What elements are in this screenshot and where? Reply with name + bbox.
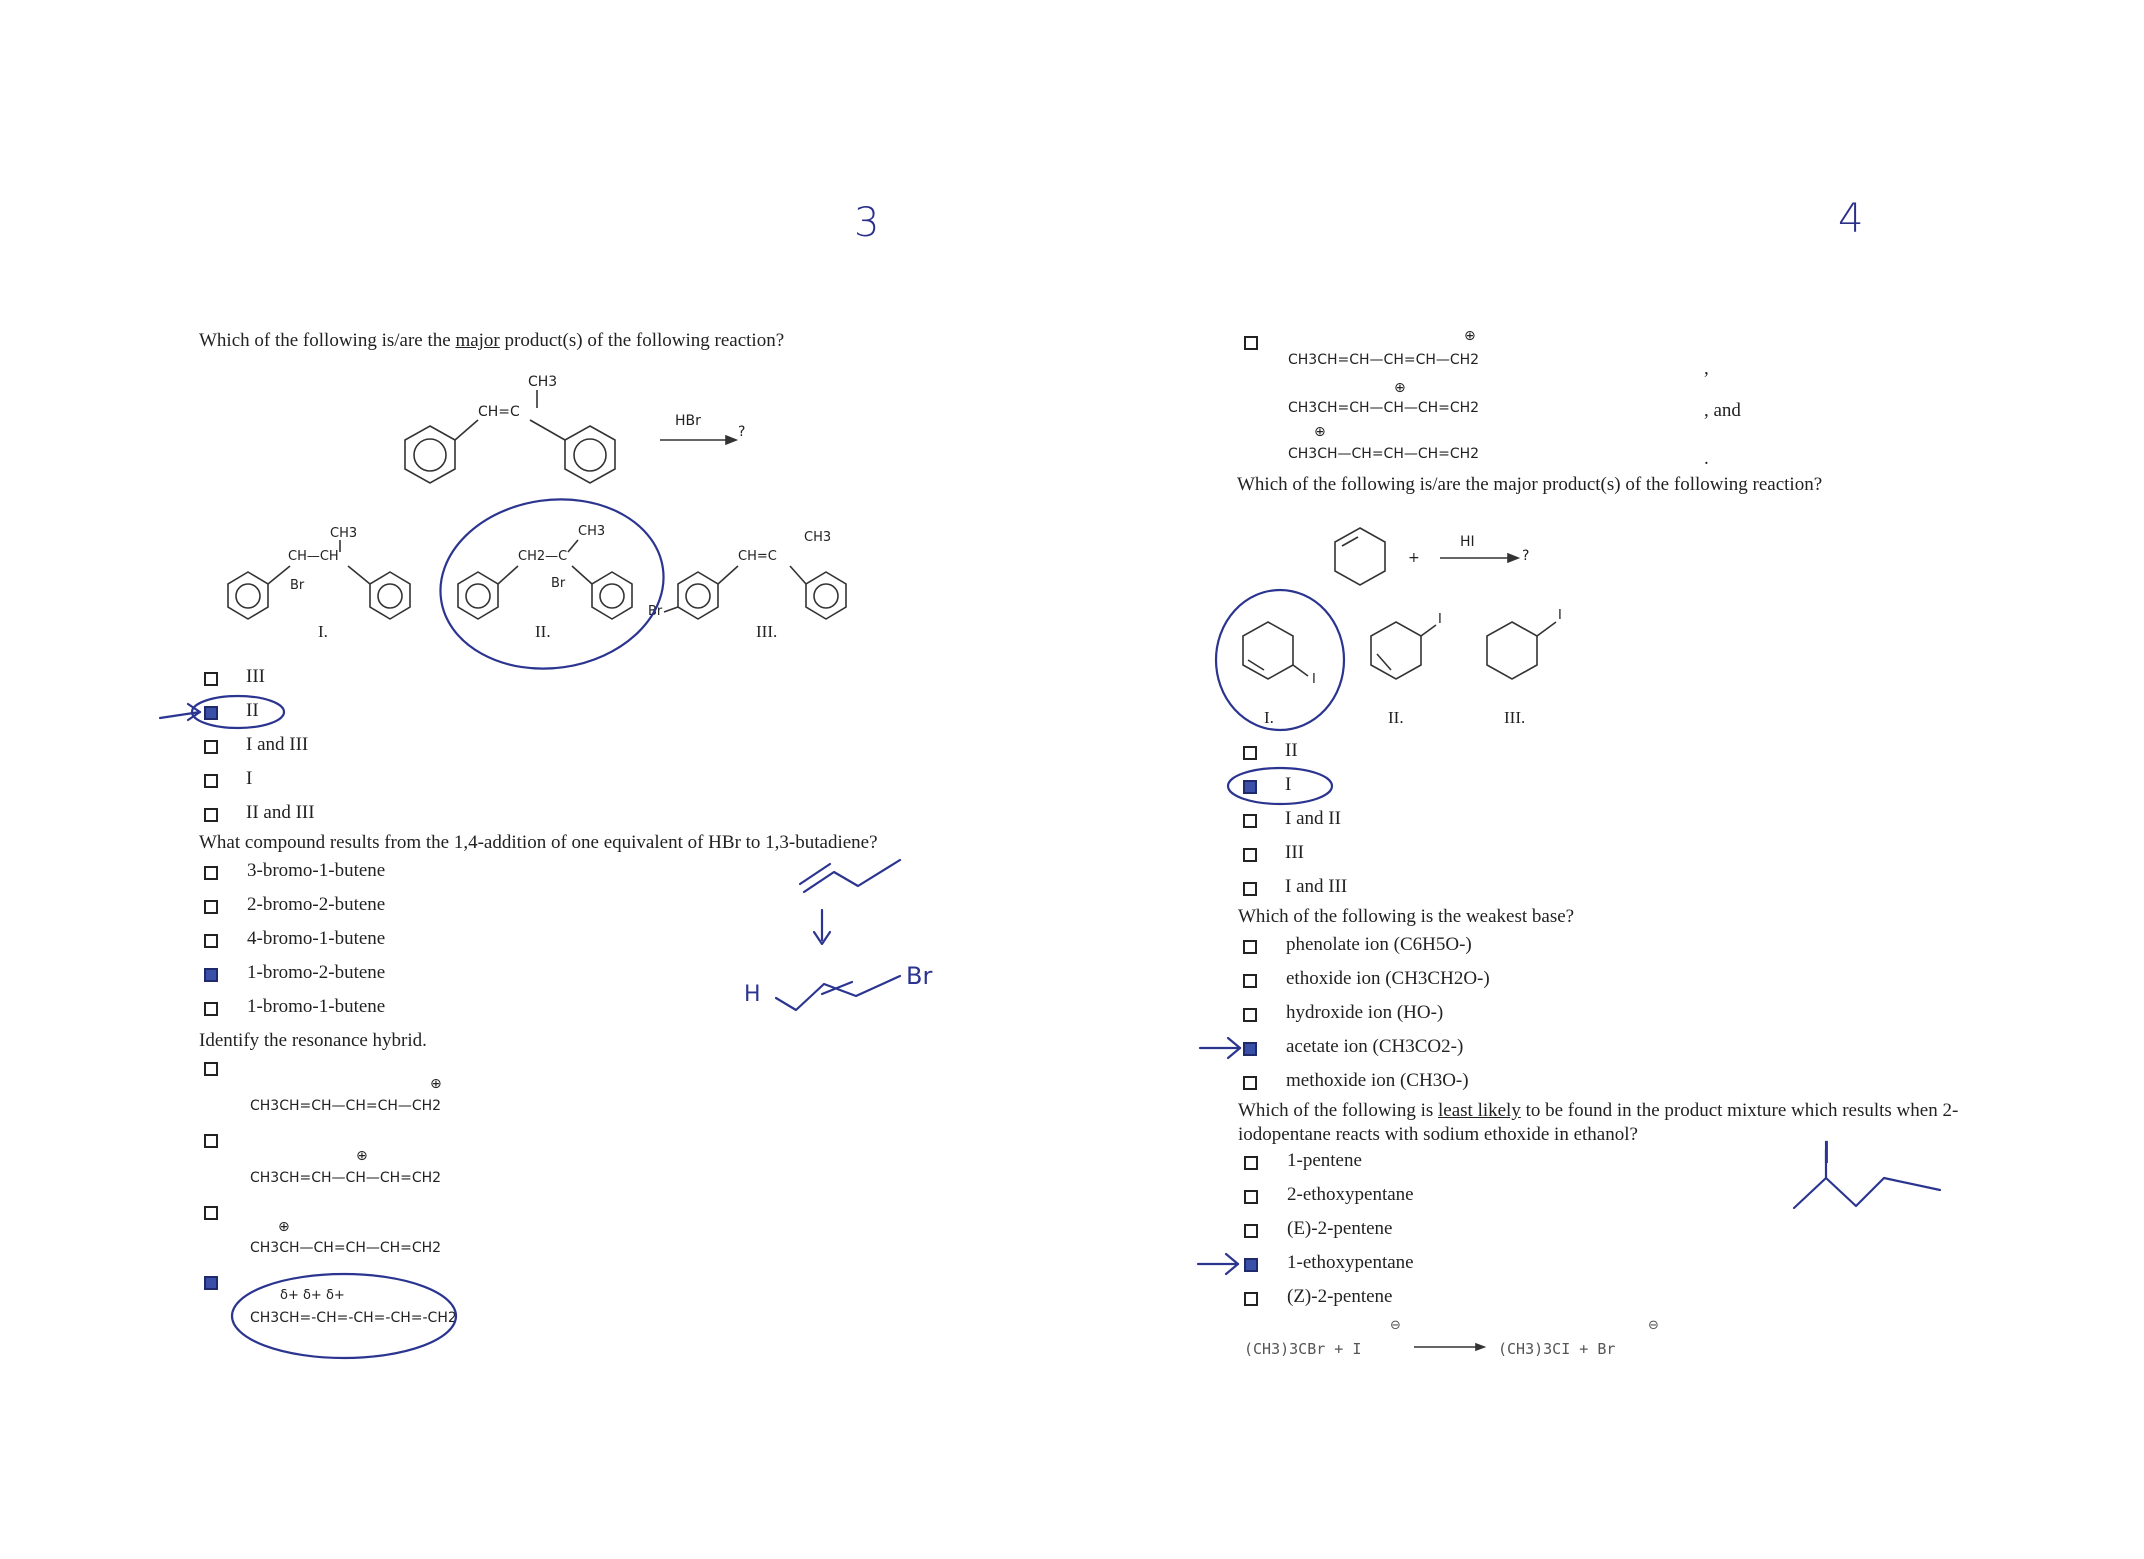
cyclohexene-ring-icon <box>1335 528 1385 585</box>
struct-2-br: Br <box>551 576 566 591</box>
prompt-text-end: to be found in the product mixture which results when 2- <box>1520 1100 1959 1121</box>
iodo-2: I <box>1438 612 1442 627</box>
carryover-comma: , <box>1704 358 1709 379</box>
benzene-ring-icon <box>370 572 410 619</box>
question-3-prompt: Identify the resonance hybrid. <box>199 1030 427 1051</box>
structure-label-2: II. <box>535 622 551 641</box>
q5-option-1: phenolate ion (C6H5O-) <box>1286 934 1472 955</box>
iodo-3: I <box>1558 608 1562 623</box>
q5-option-5: methoxide ion (CH3O-) <box>1286 1070 1469 1091</box>
q2-option-3: 4-bromo-1-butene <box>247 928 386 949</box>
q3-option-3-formula: CH3CH—CH=CH—CH=CH2 <box>250 1240 442 1256</box>
q4-option-4: III <box>1285 842 1304 863</box>
iodo-1: I <box>1312 672 1316 687</box>
struct-1-chain: CH—CH <box>288 549 339 564</box>
q5-option-2: ethoxide ion (CH3CH2O-) <box>1286 968 1490 989</box>
handwritten-iodo: I <box>1822 1136 1831 1171</box>
benzene-ring-icon <box>405 426 455 483</box>
q1-option-3: I and III <box>246 734 309 755</box>
page-number-left: 3 <box>854 200 880 246</box>
benzene-ring-icon <box>678 572 718 619</box>
q7-products: (CH3)3CI + Br <box>1498 1340 1616 1358</box>
carryover-formula-2: CH3CH=CH—CH—CH=CH2 <box>1288 400 1480 416</box>
prompt-underlined: major <box>455 330 500 351</box>
q3-option-4-charges: δ+ δ+ δ+ <box>280 1288 345 1303</box>
q2-option-1: 3-bromo-1-butene <box>247 860 386 881</box>
carryover-period: . <box>1704 448 1709 469</box>
q1-option-5: II and III <box>246 802 315 823</box>
struct-3-br: Br <box>648 604 663 619</box>
carryover-charge-3: ⊕ <box>1314 424 1326 440</box>
prompt-text-end: product(s) of the following reaction? <box>499 330 785 351</box>
benzene-ring-icon <box>592 572 632 619</box>
q3-option-3-charge: ⊕ <box>278 1219 290 1235</box>
question-5-prompt: Which of the following is the weakest base? <box>1238 906 1575 927</box>
q5-option-4: acetate ion (CH3CO2-) <box>1286 1036 1464 1057</box>
q2-option-2: 2-bromo-2-butene <box>247 894 386 915</box>
q2-option-4: 1-bromo-2-butene <box>247 962 386 983</box>
prompt-underlined: least likely <box>1438 1100 1521 1121</box>
struct-3-chain: CH=C <box>738 549 777 564</box>
struct-2-chain: CH2—C <box>518 549 568 564</box>
q5-option-3: hydroxide ion (HO-) <box>1286 1002 1444 1023</box>
reactant-methyl: CH3 <box>528 374 558 390</box>
carryover-and: , and <box>1704 400 1741 421</box>
reagent-hi: HI <box>1460 534 1475 550</box>
reaction-plus: + <box>1408 550 1420 566</box>
q7-reactants: (CH3)3CBr + I <box>1244 1340 1362 1358</box>
reagent-hbr: HBr <box>675 413 701 429</box>
carryover-charge-1: ⊕ <box>1464 328 1476 344</box>
cyclohexene-ring-icon <box>1243 622 1308 679</box>
benzene-ring-icon <box>806 572 846 619</box>
q3-option-1-charge: ⊕ <box>430 1076 442 1092</box>
question-2-prompt: What compound results from the 1,4-addition of one equivalent of HBr to 1,3-butadiene? <box>199 832 878 853</box>
q6-option-1: 1-pentene <box>1287 1150 1362 1171</box>
q4-option-2: I <box>1285 774 1292 795</box>
reaction-question-mark: ? <box>738 424 746 440</box>
q7-charge-1: ⊖ <box>1390 1318 1401 1333</box>
q6-option-4: 1-ethoxypentane <box>1287 1252 1414 1273</box>
q6-option-2: 2-ethoxypentane <box>1287 1184 1414 1205</box>
q1-option-2: II <box>246 700 259 721</box>
benzene-ring-icon <box>565 426 615 483</box>
q6-option-3: (E)-2-pentene <box>1287 1218 1393 1239</box>
benzene-ring-icon <box>458 572 498 619</box>
q3-option-4-formula: CH3CH=-CH=-CH=-CH=-CH2 <box>250 1310 457 1326</box>
q4-structure-label-3: III. <box>1504 708 1526 727</box>
q4-option-1: II <box>1285 740 1298 761</box>
q4-option-3: I and II <box>1285 808 1341 829</box>
struct-1-methyl: CH3 <box>330 526 358 541</box>
cyclohexene-ring-icon <box>1371 622 1436 679</box>
carryover-charge-2: ⊕ <box>1394 380 1406 396</box>
q3-option-2-charge: ⊕ <box>356 1148 368 1164</box>
reaction-question-mark-2: ? <box>1522 548 1530 564</box>
ink-annotations <box>160 485 1940 1358</box>
reactant-alkene: CH=C <box>478 404 520 420</box>
q1-option-4: I <box>246 768 253 789</box>
q6-option-5: (Z)-2-pentene <box>1287 1286 1393 1307</box>
page-number-right: 4 <box>1838 196 1864 242</box>
carryover-formula-1: CH3CH=CH—CH=CH—CH2 <box>1288 352 1480 368</box>
q3-option-2-formula: CH3CH=CH—CH—CH=CH2 <box>250 1170 442 1186</box>
q4-structure-label-2: II. <box>1388 708 1404 727</box>
structure-label-1: I. <box>318 622 328 641</box>
carryover-formula-3: CH3CH—CH=CH—CH=CH2 <box>1288 446 1480 462</box>
q2-option-5: 1-bromo-1-butene <box>247 996 386 1017</box>
q4-structure-label-1: I. <box>1264 708 1274 727</box>
struct-3-methyl: CH3 <box>804 530 832 545</box>
struct-2-methyl: CH3 <box>578 524 606 539</box>
q7-charge-2: ⊖ <box>1648 1318 1659 1333</box>
structure-label-3: III. <box>756 622 778 641</box>
prompt-text: Which of the following is/are the <box>199 330 456 351</box>
q1-option-1: III <box>246 666 265 687</box>
q3-option-1-formula: CH3CH=CH—CH=CH—CH2 <box>250 1098 442 1114</box>
cyclohexane-ring-icon <box>1487 622 1556 679</box>
handwritten-br: Br <box>906 962 933 990</box>
handwritten-h: H <box>744 982 761 1007</box>
question-6-prompt-line2: iodopentane reacts with sodium ethoxide in ethanol? <box>1238 1124 1638 1145</box>
q4-option-5: I and III <box>1285 876 1348 897</box>
struct-1-br: Br <box>290 578 305 593</box>
prompt-text: Which of the following is <box>1238 1100 1438 1121</box>
question-4-prompt: Which of the following is/are the major product(s) of the following reaction? <box>1237 474 1823 495</box>
benzene-ring-icon <box>228 572 268 619</box>
